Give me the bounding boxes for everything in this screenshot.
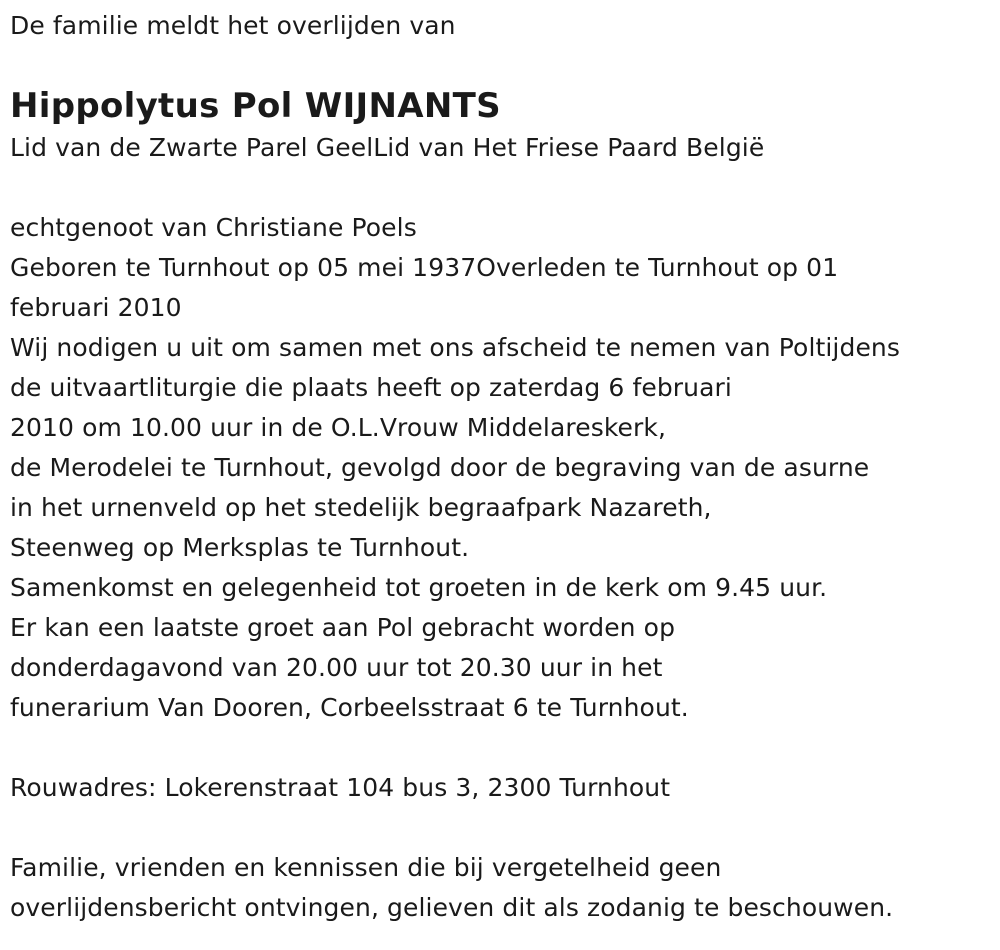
invitation-line: Samenkomst en gelegenheid tot groeten in de kerk om 9.45 uur.: [10, 573, 828, 602]
invitation-line: Steenweg op Merksplas te Turnhout.: [10, 533, 470, 562]
death-notice: [10, 6, 985, 928]
birth-death-line: februari 2010: [10, 293, 182, 322]
invitation-line: Wij nodigen u uit om samen met ons afscheid te nemen van Poltijdens: [10, 333, 901, 362]
invitation-line: Er kan een laatste groet aan Pol gebracht worden op: [10, 613, 676, 642]
memberships-text: Lid van de Zwarte Parel GeelLid van Het Friese Paard België: [10, 133, 765, 162]
spacer: [10, 728, 985, 768]
spacer: [10, 168, 985, 208]
birth-death-line: Geboren te Turnhout op 05 mei 1937Overleden te Turnhout op 01: [10, 253, 839, 282]
mourning-address: Rouwadres: Lokerenstraat 104 bus 3, 2300 Turnhout: [10, 773, 671, 802]
deceased-name: Hippolytus Pol WIJNANTS: [10, 86, 501, 126]
invitation-line: de uitvaartliturgie die plaats heeft op zaterdag 6 februari: [10, 373, 732, 402]
closing-line: Familie, vrienden en kennissen die bij vergetelheid geen: [10, 853, 722, 882]
invitation-line: funerarium Van Dooren, Corbeelsstraat 6 te Turnhout.: [10, 693, 689, 722]
intro-text: De familie meldt het overlijden van: [10, 11, 456, 40]
invitation-line: donderdagavond van 20.00 uur tot 20.30 uur in het: [10, 653, 663, 682]
invitation-line: de Merodelei te Turnhout, gevolgd door de begraving van de asurne: [10, 453, 870, 482]
closing-line: overlijdensbericht ontvingen, gelieven dit als zodanig te beschouwen.: [10, 893, 894, 922]
spouse-text: echtgenoot van Christiane Poels: [10, 213, 417, 242]
invitation-line: in het urnenveld op het stedelijk begraafpark Nazareth,: [10, 493, 712, 522]
invitation-line: 2010 om 10.00 uur in de O.L.Vrouw Middelareskerk,: [10, 413, 666, 442]
spacer: [10, 808, 985, 848]
